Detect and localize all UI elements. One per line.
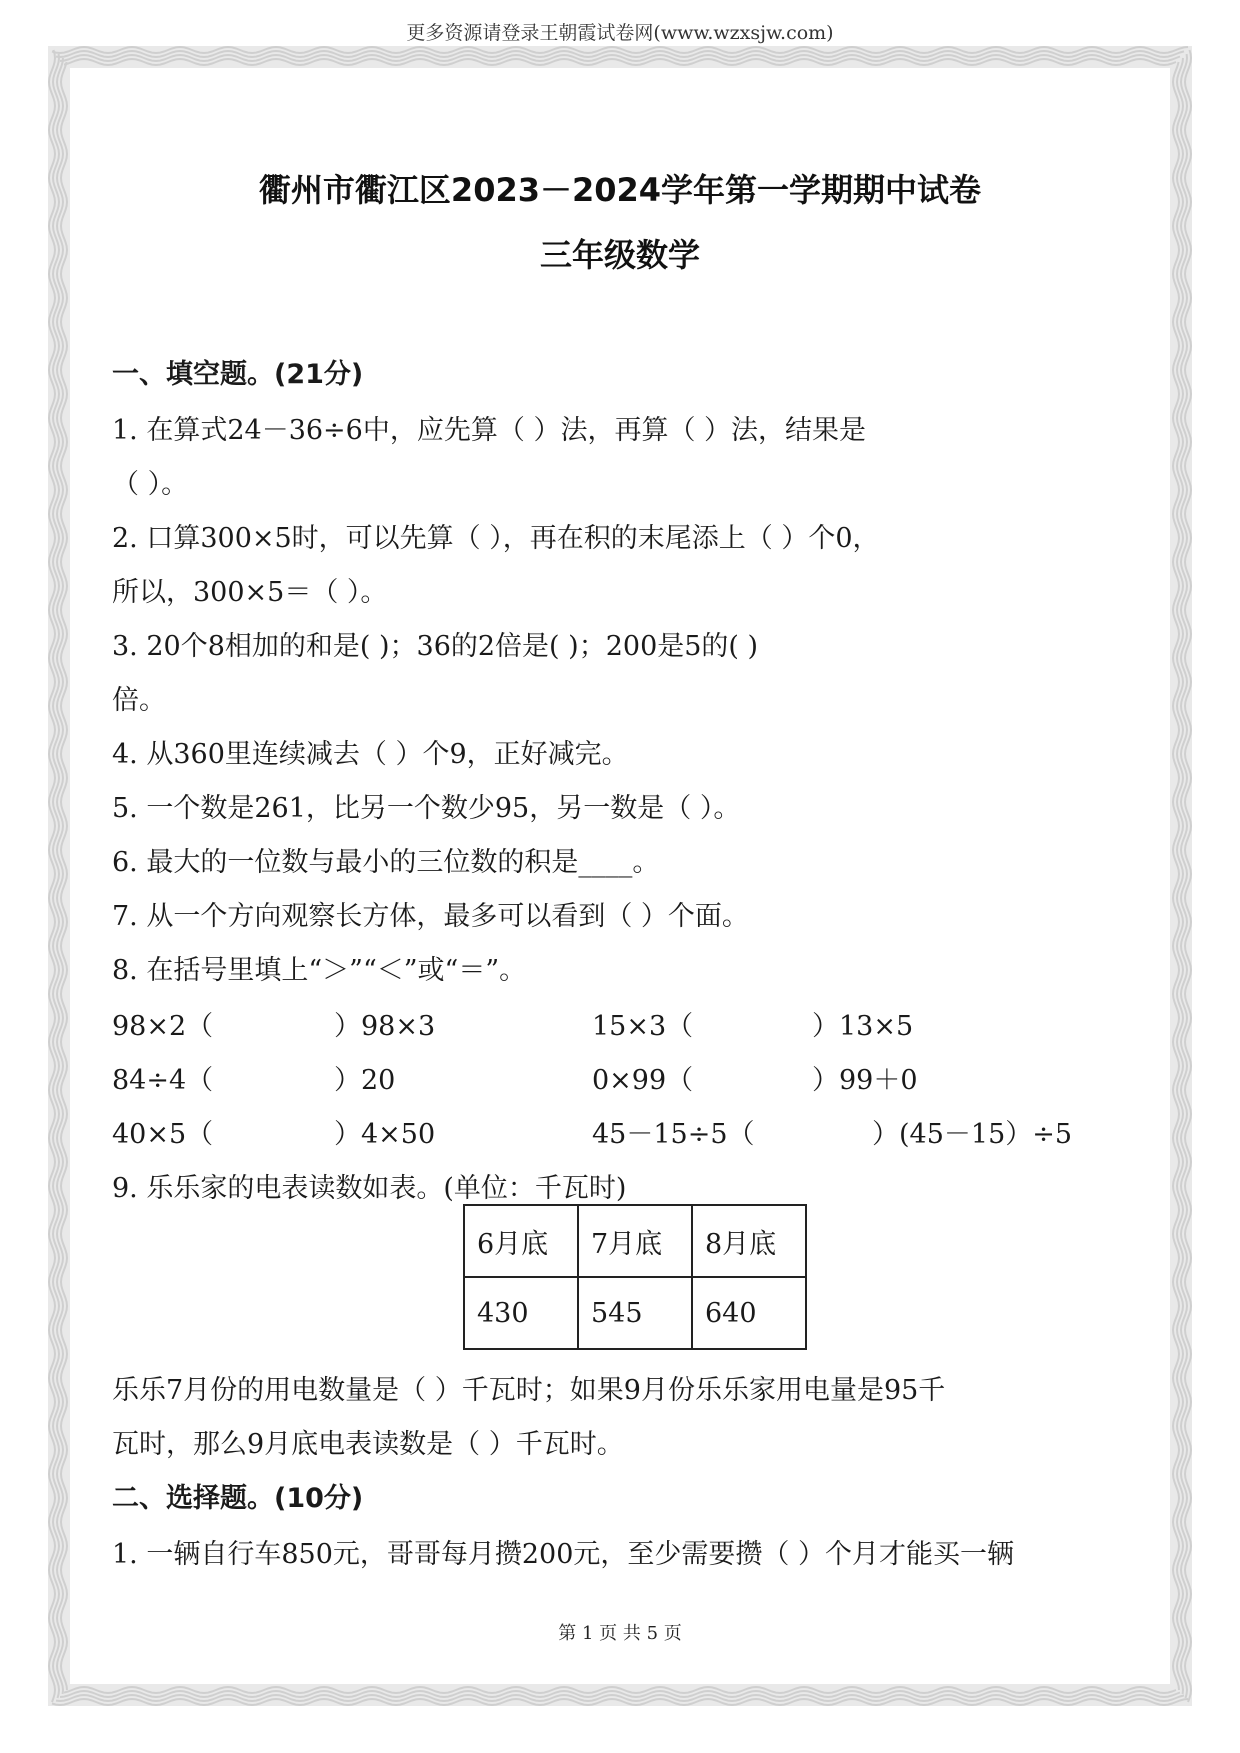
section1-heading: 一、填空题。(21分) — [112, 359, 364, 390]
question-9-answer-line-1: 乐乐7月份的用电数量是（ ）千瓦时；如果9月份乐乐家用电量是95千 — [112, 1375, 946, 1406]
question-6: 6. 最大的一位数与最小的三位数的积是____。 — [112, 847, 660, 878]
question-1-line-2: （ ）。 — [112, 469, 189, 500]
question-8: 8. 在括号里填上“＞”“＜”或“＝”。 — [112, 955, 527, 986]
compare-left-1b: 15×3（ — [592, 1011, 694, 1042]
question-9: 9. 乐乐家的电表读数如表。(单位：千瓦时) — [112, 1173, 627, 1204]
section2-question-1: 1. 一辆自行车850元，哥哥每月攒200元，至少需要攒（ ）个月才能买一辆 — [112, 1539, 1014, 1570]
compare-right-1b: ）13×5 — [812, 1011, 914, 1042]
table-row — [464, 1205, 806, 1277]
table-cell: 430 — [464, 1277, 578, 1349]
table-header-cell: 7月底 — [578, 1205, 692, 1277]
compare-right-2b: ）99＋0 — [812, 1065, 918, 1096]
compare-left-3a: 40×5（ — [112, 1119, 214, 1150]
compare-left-2a: 84÷4（ — [112, 1065, 214, 1096]
table-cell: 545 — [578, 1277, 692, 1349]
site-watermark-note: 更多资源请登录王朝霞试卷网(www.wzxsjw.com) — [406, 22, 834, 44]
compare-right-3a: ）4×50 — [334, 1119, 436, 1150]
compare-right-3b: ）(45－15）÷5 — [872, 1119, 1073, 1150]
section2-heading: 二、选择题。(10分) — [112, 1483, 364, 1514]
exam-title: 衢州市衢江区2023－2024学年第一学期期中试卷 — [258, 171, 982, 209]
table-header-cell: 8月底 — [692, 1205, 806, 1277]
exam-subtitle: 三年级数学 — [539, 236, 700, 274]
page-footer: 第 1 页 共 5 页 — [558, 1623, 682, 1644]
question-2-line-1: 2. 口算300×5时，可以先算（ ），再在积的末尾添上（ ）个0， — [112, 523, 880, 554]
question-4: 4. 从360里连续减去（ ）个9，正好减完。 — [112, 739, 629, 770]
compare-right-1a: ）98×3 — [334, 1011, 436, 1042]
question-2-line-2: 所以，300×5＝（ ）。 — [112, 577, 388, 608]
table-row — [464, 1277, 806, 1349]
question-3-line-2: 倍。 — [112, 685, 166, 716]
table-cell: 640 — [692, 1277, 806, 1349]
meter-reading-table — [463, 1204, 807, 1350]
question-7: 7. 从一个方向观察长方体，最多可以看到（ ）个面。 — [112, 901, 749, 932]
question-9-answer-line-2: 瓦时，那么9月底电表读数是（ ）千瓦时。 — [112, 1429, 624, 1460]
compare-left-3b: 45－15÷5（ — [592, 1119, 755, 1150]
question-3-line-1: 3. 20个8相加的和是( )；36的2倍是( )；200是5的( ) — [112, 631, 759, 662]
compare-left-2b: 0×99（ — [592, 1065, 694, 1096]
question-5: 5. 一个数是261，比另一个数少95，另一数是（ ）。 — [112, 793, 741, 824]
question-1-line-1: 1. 在算式24－36÷6中，应先算（ ）法，再算（ ）法，结果是 — [112, 415, 867, 446]
compare-right-2a: ）20 — [334, 1065, 396, 1096]
table-header-cell: 6月底 — [464, 1205, 578, 1277]
compare-left-1a: 98×2（ — [112, 1011, 214, 1042]
